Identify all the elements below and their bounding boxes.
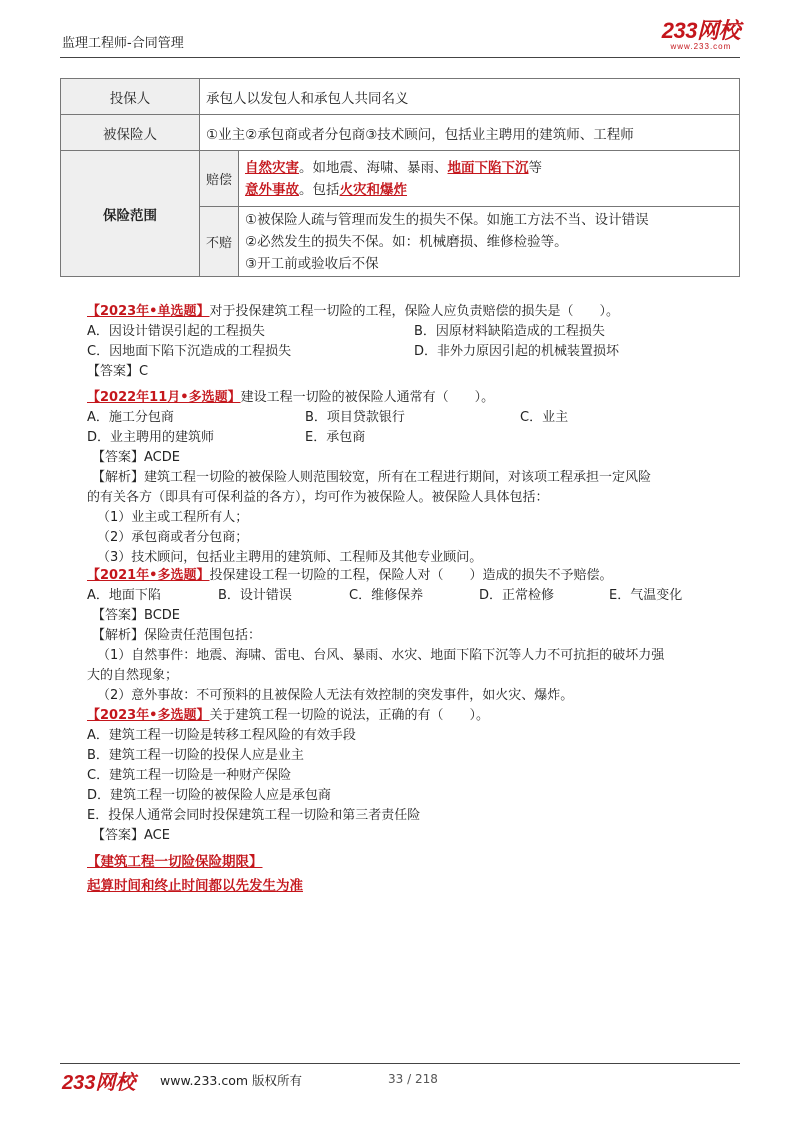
header-divider	[60, 57, 740, 58]
analysis-line: 的有关各方（即具有可保利益的各方），均可作为被保险人。被保险人具体包括：	[87, 490, 549, 505]
policyholder-value: 承包人以发包人和承包人共同名义	[200, 79, 740, 115]
analysis-item: （2）承包商或者分包商；	[97, 530, 249, 545]
pay-label: 赔偿	[200, 151, 239, 207]
option-row	[87, 322, 747, 342]
option-d: D．非外力原因引起的机械装置损坏	[414, 344, 620, 359]
question-tag: 【2023年•单选题】	[87, 304, 210, 319]
insured-value: ①业主②承包商或者分包商③技术顾问，包括业主聘用的建筑师、工程师	[200, 115, 740, 151]
pay-line-2	[245, 179, 739, 201]
question-stem	[87, 302, 747, 322]
question-1	[87, 302, 747, 382]
brand-logo-url: www.233.com	[670, 42, 732, 51]
table-row	[61, 115, 740, 151]
option-a: A．建筑工程一切险是转移工程风险的有效手段	[87, 728, 356, 743]
table-row	[61, 151, 740, 207]
pay-line-1-text: 。如地震、海啸、暴雨、	[299, 159, 448, 176]
option-a: A．施工分包商	[87, 410, 174, 425]
question-tag: 【2023年•多选题】	[87, 708, 210, 723]
nopay-value	[239, 207, 740, 277]
answer: 【答案】C	[87, 364, 149, 379]
analysis-line: 【解析】保险责任范围包括：	[92, 628, 262, 643]
brand-logo	[662, 20, 740, 51]
option-row	[87, 586, 747, 606]
option-d: D．建筑工程一切险的被保险人应是承包商	[87, 788, 332, 803]
option-row	[87, 428, 747, 448]
insured-label: 被保险人	[61, 115, 200, 151]
option-a: A．地面下陷	[87, 588, 161, 603]
option-e: E．投保人通常会同时投保建筑工程一切险和第三者责任险	[87, 808, 421, 823]
question-tag: 【2021年•多选题】	[87, 568, 210, 583]
page-number: 33 / 218	[388, 1072, 438, 1086]
topic-title: 【建筑工程一切险保险期限】	[87, 854, 263, 870]
question-tag: 【2022年11月•多选题】	[87, 390, 241, 405]
option-e: E．气温变化	[609, 588, 683, 603]
scope-label: 保险范围	[61, 151, 200, 277]
option-c: C．因地面下陷下沉造成的工程损失	[87, 344, 292, 359]
policyholder-label: 投保人	[61, 79, 200, 115]
insurance-table	[60, 78, 740, 277]
footer-copyright: www.233.com 版权所有	[160, 1073, 302, 1088]
pay-line-1-suffix: 等	[528, 159, 542, 176]
pay-line-1	[245, 157, 739, 179]
answer: 【答案】ACE	[92, 828, 170, 843]
answer: 【答案】BCDE	[92, 608, 180, 623]
option-c: C．建筑工程一切险是一种财产保险	[87, 768, 292, 783]
analysis-item: （1）业主或工程所有人；	[97, 510, 249, 525]
question-stem	[87, 706, 747, 726]
option-d: D．业主聘用的建筑师	[87, 430, 215, 445]
question-2	[87, 388, 747, 568]
option-b: B．设计错误	[218, 588, 292, 603]
answer: 【答案】ACDE	[92, 450, 180, 465]
option-row	[87, 342, 747, 362]
pay-value	[239, 151, 740, 207]
option-d: D．正常检修	[479, 588, 555, 603]
option-b: B．因原材料缺陷造成的工程损失	[414, 324, 605, 339]
footer-logo: 233网校	[62, 1072, 136, 1094]
option-b: B．建筑工程一切险的投保人应是业主	[87, 748, 304, 763]
analysis-item: （1）自然事件：地震、海啸、雷电、台风、暴雨、水灾、地面下陷下沉等人力不可抗拒的破坏力强	[97, 648, 665, 663]
nopay-label: 不赔	[200, 207, 239, 277]
ground-subsidence-text: 地面下陷下沉	[447, 159, 529, 176]
option-c: C．业主	[520, 410, 569, 425]
question-text: 建设工程一切险的被保险人通常有（ ）。	[240, 390, 495, 405]
question-stem	[87, 566, 747, 586]
brand-logo-text: 233网校	[661, 18, 740, 43]
analysis-line: 【解析】建筑工程一切险的被保险人则范围较宽，所有在工程进行期间，对该项工程承担一定风险	[92, 470, 652, 485]
question-text: 投保建设工程一切险的工程，保险人对（ ）造成的损失不予赔偿。	[209, 568, 613, 583]
question-text: 对于投保建筑工程一切险的工程，保险人应负责赔偿的损失是（ ）。	[209, 304, 620, 319]
question-stem	[87, 388, 747, 408]
question-text: 关于建筑工程一切险的说法，正确的有（ ）。	[209, 708, 490, 723]
topic-text: 起算时间和终止时间都以先发生为准	[87, 878, 303, 894]
question-3	[87, 566, 747, 706]
table-row	[61, 79, 740, 115]
fire-explosion-text: 火灾和爆炸	[339, 181, 407, 198]
option-a: A．因设计错误引起的工程损失	[87, 324, 265, 339]
option-e: E．承包商	[305, 430, 366, 445]
natural-disaster-text: 自然灾害	[245, 159, 299, 176]
analysis-item-cont: 大的自然现象；	[87, 668, 179, 683]
pay-line-2-text: 。包括	[299, 181, 340, 198]
nopay-item: ②必然发生的损失不保。如：机械磨损、维修检验等。	[245, 233, 568, 250]
analysis-item: （3）技术顾问，包括业主聘用的建筑师、工程师及其他专业顾问。	[97, 550, 483, 565]
nopay-item: ①被保险人疏与管理而发生的损失不保。如施工方法不当、设计错误	[245, 211, 649, 228]
option-b: B．项目贷款银行	[305, 410, 405, 425]
header-title: 监理工程师-合同管理	[62, 36, 184, 51]
question-4	[87, 706, 747, 846]
option-c: C．维修保养	[349, 588, 424, 603]
analysis-item: （2）意外事故：不可预料的且被保险人无法有效控制的突发事件，如火灾、爆炸。	[97, 688, 574, 703]
option-row	[87, 408, 747, 428]
accident-text: 意外事故	[245, 181, 299, 198]
footer-divider	[60, 1063, 740, 1064]
nopay-item: ③开工前或验收后不保	[245, 255, 379, 272]
